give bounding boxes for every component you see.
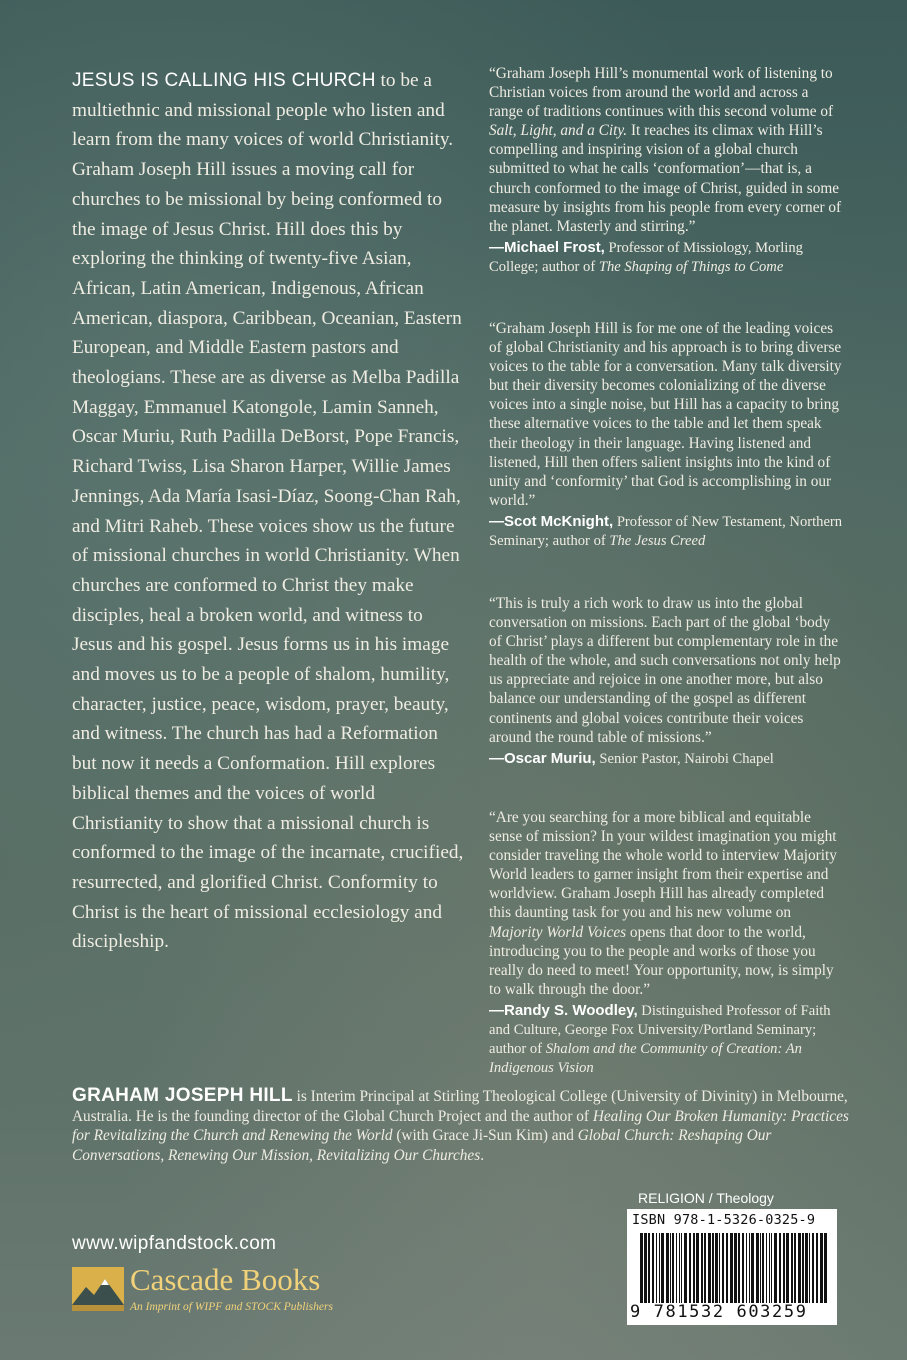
barcode-stripe	[670, 1233, 671, 1303]
barcode-stripe	[719, 1233, 720, 1303]
barcode-stripe	[659, 1233, 660, 1303]
barcode-stripe	[661, 1233, 664, 1303]
endorser-name: —Michael Frost,	[489, 238, 605, 256]
endorser-role: Senior Pastor, Nairobi Chapel	[595, 750, 774, 767]
publisher-website[interactable]: www.wipfandstock.com	[72, 1233, 277, 1254]
barcode-stripe	[681, 1233, 682, 1303]
quote-text: “Graham Joseph Hill is for me one of the leading voices of global Christianity and his approach is to bring diverse voices to the table for a conversation. Many talk diversity but their diversity becomes colonializing of the diverse voices into a single noise, but Hill has a capacity to bring these alternative voices to the table and let them speak their theology in their language. Having listened and listened, Hill then offers salient insights into the kind of unity and ‘conformity’ that God is accomplishing in our world.”	[489, 320, 842, 509]
quote-text: “Graham Joseph Hill’s monumental work of listening to Christian voices from around the world and across a range of traditions continues with this second volume of	[489, 65, 834, 121]
barcode-digits: 9 781532 603259	[630, 1302, 808, 1322]
publisher-logo	[72, 1263, 412, 1323]
author-book: Global Church: Reshaping Our Conversations, Renewing Our Mission, Revitalizing Our Churches	[72, 1127, 772, 1164]
barcode	[627, 1209, 837, 1325]
barcode-stripe	[715, 1233, 718, 1303]
barcode-stripe	[762, 1233, 764, 1303]
publisher-name: Cascade Books	[130, 1262, 321, 1297]
barcode-stripe	[730, 1233, 733, 1303]
author-bio-text: (with Grace Ji-Sun Kim) and	[392, 1127, 578, 1145]
barcode-stripe	[783, 1233, 785, 1303]
endorsement-text	[489, 319, 845, 510]
barcode-stripe	[816, 1233, 818, 1303]
author-bio	[72, 1086, 862, 1165]
endorser-name: —Oscar Muriu,	[489, 749, 596, 767]
barcode-stripe	[644, 1233, 647, 1303]
barcode-stripe	[648, 1233, 650, 1303]
barcode-stripe	[696, 1233, 699, 1303]
barcode-stripe	[749, 1233, 750, 1303]
endorser-name: —Randy S. Woodley,	[489, 1001, 638, 1019]
barcode-stripe	[701, 1233, 703, 1303]
barcode-bars	[632, 1233, 832, 1303]
barcode-stripe	[726, 1233, 728, 1303]
barcode-stripe	[689, 1233, 691, 1303]
endorsement-attribution	[489, 238, 845, 277]
endorser-book: The Shaping of Things to Come	[598, 258, 784, 275]
barcode-stripe	[820, 1233, 823, 1303]
barcode-stripe	[666, 1233, 669, 1303]
barcode-stripe	[779, 1233, 781, 1303]
quote-title: Majority World Voices	[489, 923, 627, 941]
barcode-stripe	[676, 1233, 677, 1303]
barcode-stripe	[798, 1233, 801, 1303]
barcode-stripe	[791, 1233, 793, 1303]
barcode-stripe	[712, 1233, 714, 1303]
barcode-stripe	[693, 1233, 695, 1303]
barcode-stripe	[760, 1233, 761, 1303]
barcode-stripe	[656, 1233, 657, 1303]
endorser-name: —Scot McKnight,	[489, 512, 614, 530]
endorsement-mcknight	[489, 319, 845, 551]
barcode-stripe	[794, 1233, 796, 1303]
blurb-body: to be a multiethnic and missional people who listen and learn from the many voices of world Christianity. Graham Joseph Hill issues a moving call for churches to be missional by being conformed to the image of Jesus Christ. Hill does this by exploring the thinking of twenty-five Asian, African, Latin American, Indigenous, African American, diaspora, Caribbean, Oceanian, Eastern European, and Middle Eastern pastors and theologians. These are as diverse as Melba Padilla Maggay, Emmanuel Katongole, Lamin Sanneh, Oscar Muriu, Ruth Padilla DeBorst, Pope Francis, Richard Twiss, Lisa Sharon Harper, Willie James Jennings, Ada María Isasi-Díaz, Soong-Chan Rah, and Mitri Raheb. These voices show us the future of missional churches in world Christianity. When churches are conformed to Christ they make disciples, heal a broken world, and witness to Jesus and his gospel. Jesus forms us in his image and moves us to be a people of shalom, humility, character, justice, peace, wisdom, prayer, beauty, and witness. The church has had a Reformation but now it needs a Conformation. Hill explores biblical themes and the voices of world Christianity to show that a missional church is conformed to the image of the incarnate, crucified, resurrected, and glorified Christ. Conformity to Christ is the heart of missional ecclesiology and discipleship.	[72, 70, 464, 953]
endorser-role: Professor of Missiology, Morling College; author of	[489, 239, 803, 275]
quote-text: opens that door to the world, introducing you to the people and works of those you really do need to meet! Your opportunity, now, is simply to walk through the door.”	[489, 923, 834, 998]
endorsement-attribution	[489, 1001, 845, 1078]
barcode-stripe	[684, 1233, 687, 1303]
endorser-role: Distinguished Professor of Faith and Culture, George Fox University/Portland Seminary; author of	[489, 1002, 831, 1057]
barcode-stripe	[769, 1233, 770, 1303]
barcode-stripe	[746, 1233, 747, 1303]
barcode-stripe	[805, 1233, 808, 1303]
endorser-book: The Jesus Creed	[609, 532, 706, 549]
isbn-text: ISBN 978-1-5326-0325-9	[632, 1212, 816, 1228]
publisher-tagline: An Imprint of WIPF and STOCK Publishers	[130, 1301, 333, 1313]
barcode-stripe	[708, 1233, 711, 1303]
author-bio-text: .	[480, 1146, 485, 1164]
barcode-stripe	[771, 1233, 772, 1303]
endorsement-muriu	[489, 594, 845, 769]
endorser-role: Professor of New Testament, Northern Seminary; author of	[489, 513, 843, 549]
author-book: Healing Our Broken Humanity: Practices for Revitalizing the Church and Renewing the World	[72, 1107, 849, 1145]
author-name: GRAHAM JOSEPH HILL	[72, 1085, 293, 1106]
endorsement-attribution	[489, 512, 845, 551]
barcode-stripe	[672, 1233, 674, 1303]
barcode-stripe	[652, 1233, 654, 1303]
category-label: RELIGION / Theology	[638, 1190, 774, 1206]
barcode-stripe	[766, 1233, 767, 1303]
endorsement-text	[489, 64, 845, 236]
endorsement-text	[489, 808, 845, 999]
barcode-stripe	[824, 1233, 827, 1303]
blurb-lead: JESUS IS CALLING HIS CHURCH	[72, 70, 376, 91]
mountain-logo-icon	[72, 1267, 124, 1311]
barcode-stripe	[704, 1233, 706, 1303]
barcode-stripe	[802, 1233, 804, 1303]
quote-text: “Are you searching for a more biblical and equitable sense of mission? In your wildest imagination you might consider traveling the whole world to interview Majority World leaders to garner insight from their expertise and worldview. Graham Joseph Hill has already completed this daunting task for you and his new volume on	[489, 809, 837, 922]
barcode-stripe	[774, 1233, 777, 1303]
barcode-stripe	[734, 1233, 737, 1303]
barcode-stripe	[722, 1233, 724, 1303]
barcode-stripe	[640, 1233, 643, 1303]
endorsement-attribution	[489, 749, 845, 769]
endorsement-frost	[489, 64, 845, 277]
quote-title: Salt, Light, and a City.	[489, 122, 628, 140]
barcode-stripe	[742, 1233, 744, 1303]
quote-text: “This is truly a rich work to draw us into the global conversation on missions. Each part of the global ‘body of Christ’ plays a different but complementary role in the health of the whole, and such conversations not only help us appreciate and rejoice in one another more, but also balance our understanding of the gospel as different continents and global voices contribute their voices around the round table of missions.”	[489, 595, 841, 746]
endorsement-woodley	[489, 808, 845, 1078]
back-cover-blurb	[72, 66, 464, 957]
barcode-stripe	[812, 1233, 814, 1303]
barcode-stripe	[738, 1233, 740, 1303]
endorser-book: Shalom and the Community of Creation: An Indigenous Vision	[489, 1040, 802, 1076]
barcode-stripe	[809, 1233, 810, 1303]
barcode-stripe	[751, 1233, 754, 1303]
barcode-stripe	[679, 1233, 680, 1303]
author-bio-text: is Interim Principal at Stirling Theological College (University of Divinity) in Melbourne, Australia. He is the founding director of the Global Church Project and the author of	[72, 1088, 848, 1125]
barcode-stripe	[756, 1233, 759, 1303]
quote-text: It reaches its climax with Hill’s compelling and inspiring vision of a global church submitted to what he calls ‘conformation’—that is, a church conformed to the image of Christ, guided in some measure by insights from his people from every corner of the planet. Masterly and stirring.”	[489, 122, 842, 235]
barcode-stripe	[786, 1233, 789, 1303]
endorsement-text	[489, 594, 845, 747]
